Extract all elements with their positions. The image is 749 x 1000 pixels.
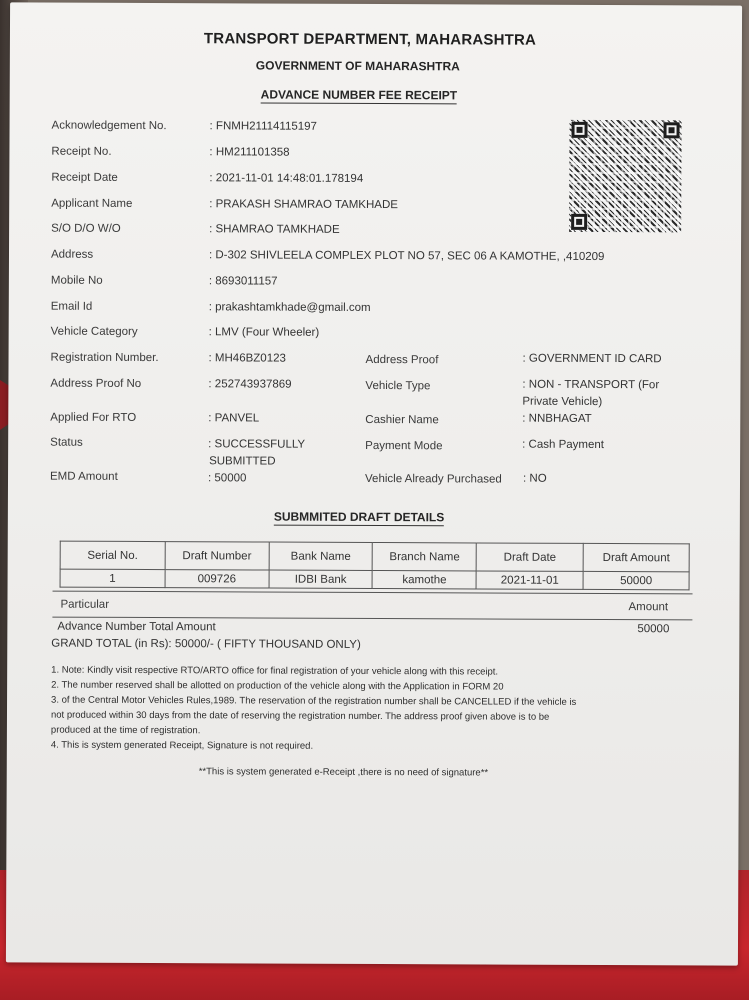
note-3c: produced at the time of registration. <box>50 724 201 737</box>
summary-item-amount: 50000 <box>637 623 670 636</box>
qr-finder-icon <box>571 214 587 230</box>
draft-cell-branch: kamothe <box>373 570 477 588</box>
footer-note: **This is system generated e-Receipt ,there is no need of signature** <box>198 766 489 779</box>
cashier-label: Cashier Name <box>365 413 439 427</box>
draft-cell-number: 009726 <box>165 570 269 588</box>
vehicle-category-label: Vehicle Category <box>50 325 138 338</box>
draft-column-header: Branch Name <box>373 542 477 570</box>
receipt-paper <box>6 2 742 965</box>
qr-finder-icon <box>664 122 680 138</box>
ack-label: Acknowledgement No. <box>51 119 167 133</box>
receipt-no-value: : HM211101358 <box>209 146 290 159</box>
vehicle-purchased-value: : NO <box>522 472 547 485</box>
address-proof-no-value: : 252743937869 <box>208 378 292 391</box>
note-2: 2. The number reserved shall be allotted on production of the vehicle along with the Application in FORM 20 <box>51 679 504 693</box>
vehicle-purchased-label: Vehicle Already Purchased <box>364 472 502 486</box>
draft-cell-bank: IDBI Bank <box>269 570 373 588</box>
amount-label: Amount <box>628 601 669 614</box>
receipt-title: ADVANCE NUMBER FEE RECEIPT <box>260 87 458 103</box>
summary-item-label: Advance Number Total Amount <box>57 620 216 634</box>
note-1: 1. Note: Kindly visit respective RTO/ARTO office for final registration of your vehicle along with this receipt. <box>51 664 499 678</box>
vehicle-type-value-line1: : NON - TRANSPORT (For <box>522 378 660 392</box>
note-3b: not produced within 30 days from the date of reserving the registration number. The address proof given above is to be <box>50 709 550 723</box>
receipt-date-label: Receipt Date <box>51 171 118 184</box>
sdw-value: : SHAMRAO TAMKHADE <box>209 223 340 236</box>
draft-cell-amount: 50000 <box>583 571 689 589</box>
government-title: GOVERNMENT OF MAHARASHTRA <box>255 58 460 74</box>
table-row <box>60 569 689 590</box>
applicant-value: : PRAKASH SHAMRAO TAMKHADE <box>209 198 398 212</box>
rto-label: Applied For RTO <box>50 411 137 424</box>
receipt-date-value: : 2021-11-01 14:48:01.178194 <box>209 172 364 185</box>
registration-value: : MH46BZ0123 <box>208 352 286 365</box>
mobile-value: : 8693011157 <box>208 275 278 288</box>
vehicle-type-value-line2: Private Vehicle) <box>522 395 603 408</box>
payment-mode-label: Payment Mode <box>365 439 443 453</box>
status-value-line1: : SUCCESSFULLY <box>208 438 306 451</box>
email-label: Email Id <box>50 300 93 313</box>
draft-table-header-row <box>60 541 689 572</box>
vehicle-type-label: Vehicle Type <box>365 379 431 393</box>
draft-column-header: Serial No. <box>60 541 165 569</box>
draft-column-header: Draft Amount <box>583 543 689 571</box>
note-4: 4. This is system generated Receipt, Signature is not required. <box>50 739 314 752</box>
department-title: TRANSPORT DEPARTMENT, MAHARASHTRA <box>203 30 537 49</box>
address-proof-value: : GOVERNMENT ID CARD <box>522 352 662 366</box>
address-proof-label: Address Proof <box>365 353 439 367</box>
payment-mode-value: : Cash Payment <box>522 438 605 452</box>
registration-label: Registration Number. <box>50 351 159 365</box>
qr-finder-icon <box>572 122 588 138</box>
draft-column-header: Draft Number <box>165 542 269 570</box>
draft-column-header: Bank Name <box>269 542 373 570</box>
rto-value: : PANVEL <box>208 412 260 425</box>
draft-details-title: SUBMMITED DRAFT DETAILS <box>273 509 445 525</box>
email-value: : prakashtamkhade@gmail.com <box>208 301 371 314</box>
address-proof-no-label: Address Proof No <box>50 377 142 390</box>
cashier-value: : NNBHAGAT <box>522 412 592 425</box>
address-value: : D-302 SHIVLEELA COMPLEX PLOT NO 57, SEC 06 A KAMOTHE, ,410209 <box>208 249 605 264</box>
particular-label: Particular <box>60 598 110 611</box>
applicant-label: Applicant Name <box>51 197 133 210</box>
draft-cell-serial: 1 <box>60 569 165 587</box>
qr-code <box>569 120 681 232</box>
mobile-label: Mobile No <box>50 274 103 287</box>
draft-column-header: Draft Date <box>476 543 583 571</box>
receipt-no-label: Receipt No. <box>51 145 112 158</box>
summary-mid-rule <box>52 617 692 621</box>
sdw-label: S/O D/O W/O <box>51 222 121 235</box>
ack-value: : FNMH21114115197 <box>209 120 317 133</box>
emd-value: : 50000 <box>207 472 247 485</box>
status-value-line2: SUBMITTED <box>209 455 276 468</box>
emd-label: EMD Amount <box>50 470 118 483</box>
draft-cell-date: 2021-11-01 <box>476 571 583 589</box>
vehicle-category-value: : LMV (Four Wheeler) <box>208 326 320 339</box>
grand-total: GRAND TOTAL (in Rs): 50000/- ( FIFTY THOUSAND ONLY) <box>51 637 361 651</box>
note-3a: 3. of the Central Motor Vehicles Rules,1989. The reservation of the registration number shall be CANCELLED if the vehicle is <box>51 694 577 708</box>
status-label: Status <box>50 436 83 449</box>
address-label: Address <box>50 248 94 261</box>
summary-top-rule <box>53 591 693 595</box>
draft-details-table <box>60 541 690 591</box>
